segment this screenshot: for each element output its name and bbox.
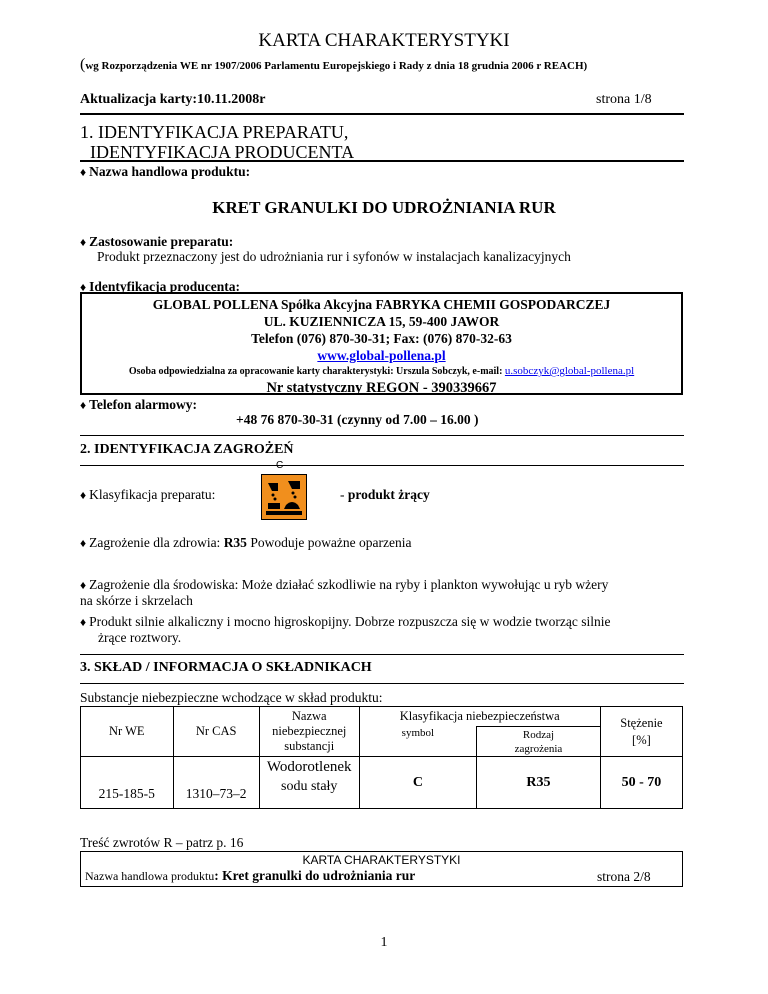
section-1-title: 1. IDENTYFIKACJA PREPARATU, IDENTYFIKACJA PRODUCENTA [80, 122, 355, 162]
product-name: KRET GRANULKI DO UDROŻNIANIA RUR [212, 198, 556, 217]
diamond-bullet-icon: ♦ [80, 165, 87, 179]
producer-phone: Telefon (076) 870-30-31; Fax: (076) 870-32-63 [251, 331, 512, 346]
cell-concentration: 50 - 70 [600, 757, 682, 809]
cell-substance-name: Wodorotlenek sodu stały [259, 757, 359, 809]
hazard-symbol-letter: C [276, 460, 284, 471]
diamond-bullet-icon: ♦ [80, 488, 87, 502]
alarm-phone: +48 76 870-30-31 (czynny od 7.00 – 16.00 ) [236, 412, 479, 427]
website-link[interactable]: www.global-pollena.pl [317, 348, 446, 363]
header-nr-cas: Nr CAS [173, 707, 259, 757]
diamond-bullet-icon: ♦ [80, 578, 87, 592]
divider [80, 113, 684, 115]
cell-symbol: C [359, 757, 476, 809]
header-symbol: symbol [359, 727, 476, 757]
diamond-bullet-icon: ♦ [80, 615, 87, 629]
page-footer-number: 1 [380, 935, 388, 950]
classification-value: - produkt żrący [340, 487, 430, 502]
composition-intro: Substancje niebezpieczne wchodzące w skład produktu: [80, 690, 383, 705]
footer-page: strona 2/8 [597, 869, 651, 884]
footer-title: KARTA CHARAKTERYSTYKI [302, 853, 461, 867]
document-title: KARTA CHARAKTERYSTYKI [258, 30, 510, 51]
regulation-subtitle: (wg Rozporządzenia WE nr 1907/2006 Parlamentu Europejskiego i Rady z dnia 18 grudnia 2006 r REACH) [80, 56, 588, 73]
header-substance-name: Nazwa niebezpiecznej substancji [259, 707, 359, 757]
divider [80, 654, 684, 655]
health-hazard: ♦ Zagrożenie dla zdrowia: R35 Powoduje poważne oparzenia [80, 535, 412, 550]
diamond-bullet-icon: ♦ [80, 398, 87, 412]
producer-address: UL. KUZIENNICZA 15, 59-400 JAWOR [263, 314, 500, 329]
producer-company: GLOBAL POLLENA Spółka Akcyjna FABRYKA CHEMII GOSPODARCZEJ [152, 297, 611, 312]
email-link[interactable]: u.sobczyk@global-pollena.pl [504, 365, 635, 377]
table-row [81, 757, 683, 809]
section-2-title: 2. IDENTYFIKACJA ZAGROŻEŃ [80, 442, 294, 457]
page-2-header-box [80, 851, 683, 887]
corrosive-hazard-icon [261, 474, 307, 520]
cell-nr-we: 215-185-5 [81, 757, 174, 809]
diamond-bullet-icon: ♦ [80, 235, 87, 249]
producer-box [80, 292, 683, 395]
producer-label: ♦ Identyfikacja producenta: [80, 279, 241, 294]
header-hazard-type: Rodzaj zagrożenia [477, 727, 601, 757]
header-classification: Klasyfikacja niebezpieczeństwa [359, 707, 600, 727]
cell-hazard-type: R35 [477, 757, 601, 809]
diamond-bullet-icon: ♦ [80, 536, 87, 550]
header-nr-we: Nr WE [81, 707, 174, 757]
classification-label: ♦ Klasyfikacja preparatu: [80, 487, 216, 502]
trade-name-label: ♦ Nazwa handlowa produktu: [80, 164, 251, 179]
responsible-person: Osoba odpowiedzialna za opracowanie karty charakterystyki: Urszula Sobczyk, e-mail: u.sobczyk@global-pollena.pl [128, 365, 635, 377]
composition-table [80, 706, 683, 809]
page-number: strona 1/8 [596, 92, 652, 107]
r-phrases-note: Treść zwrotów R – patrz p. 16 [80, 835, 244, 850]
alkaline-info: ♦ Produkt silnie alkaliczny i mocno higroskopijny. Dobrze rozpuszcza się w wodzie tworząc silnie żrące roztwory. [80, 614, 611, 645]
divider [80, 435, 684, 436]
diamond-bullet-icon: ♦ [80, 280, 87, 294]
header-concentration: Stężenie [%] [600, 707, 682, 757]
environment-hazard: ♦ Zagrożenie dla środowiska: Może działać szkodliwie na ryby i plankton wywołując u ryb wżery na skórze i skrzelach [80, 577, 609, 608]
use-label: ♦ Zastosowanie preparatu: [80, 234, 234, 249]
regon-number: Nr statystyczny REGON - 390339667 [266, 380, 497, 396]
divider [80, 683, 684, 684]
divider [80, 465, 684, 466]
cell-nr-cas: 1310–73–2 [173, 757, 259, 809]
use-text: Produkt przeznaczony jest do udrożniania rur i syfonów w instalacjach kanalizacyjnych [97, 249, 571, 264]
divider [80, 160, 684, 162]
update-date: Aktualizacja karty:10.11.2008r [80, 92, 266, 107]
alarm-label: ♦ Telefon alarmowy: [80, 397, 197, 412]
footer-trade-name: Nazwa handlowa produktu: Kret granulki do udrożniania rur [85, 868, 416, 883]
section-3-title: 3. SKŁAD / INFORMACJA O SKŁADNIKACH [80, 660, 372, 675]
